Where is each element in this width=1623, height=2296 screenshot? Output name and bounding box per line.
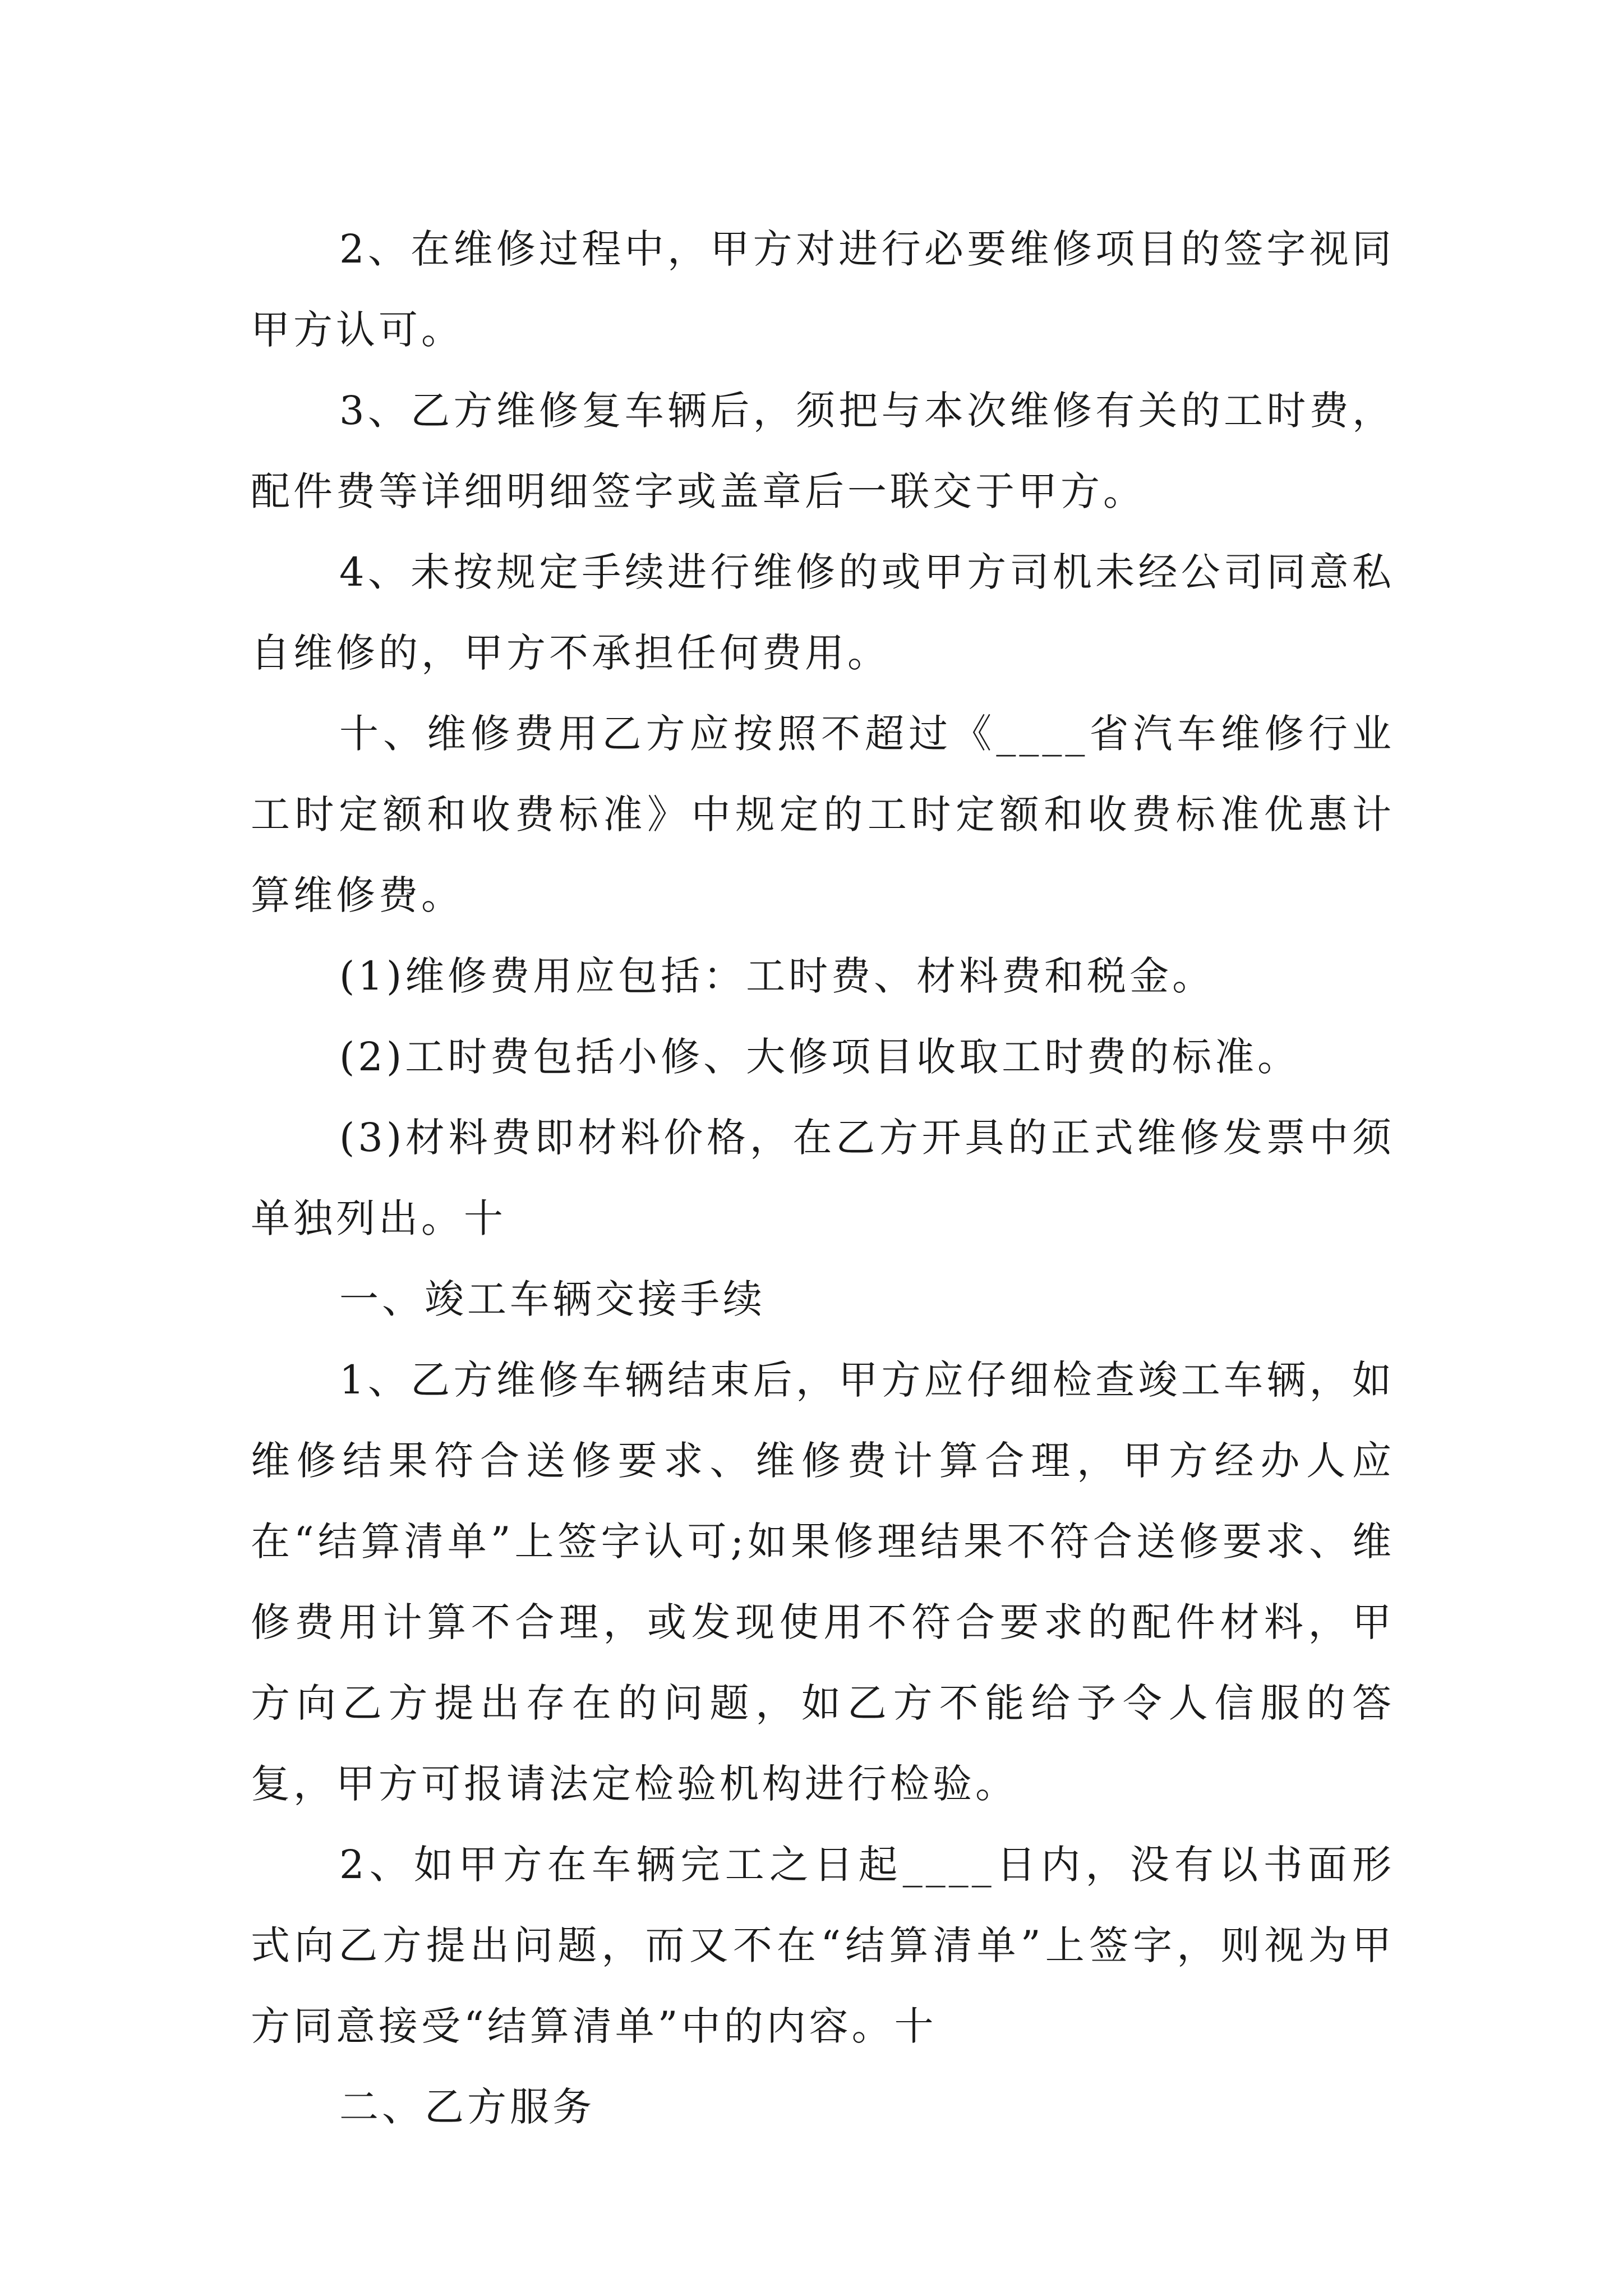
document-body [251,209,1395,2147]
paragraph-item-1: (1)维修费用应包括：工时费、材料费和税金。 [339,953,1215,999]
section-heading-service: 二、乙方服务 [339,2084,595,2130]
paragraph-handover-1: 1、乙方维修车辆结束后，甲方应仔细检查竣工车辆，如维修结果符合送修要求、维修费计算合理，甲方经办人应在“结算清单”上签字认可;如果修理结果不符合送修要求、维修费用计算不合理，或发现使用不符合要求的配件材料，甲方向乙方提出存在的问题，如乙方不能给予令人信服的答复，甲方可报请法定检验机构进行检验。 [251,1357,1395,1807]
paragraph-handover-2: 2、如甲方在车辆完工之日起____日内，没有以书面形式向乙方提出问题，而又不在“结算清单”上签字，则视为甲方同意接受“结算清单”中的内容。十 [251,1842,1395,2049]
paragraph-clause-4: 4、未按规定手续进行维修的或甲方司机未经公司同意私自维修的，甲方不承担任何费用。 [251,549,1395,676]
paragraph-item-2: (2)工时费包括小修、大修项目收取工时费的标准。 [339,1034,1301,1080]
paragraph-section-10: 十、维修费用乙方应按照不超过《____省汽车维修行业工时定额和收费标准》中规定的工时定额和收费标准优惠计算维修费。 [251,711,1395,918]
paragraph-item-3: (3)材料费即材料价格，在乙方开具的正式维修发票中须单独列出。十 [251,1115,1395,1241]
paragraph-clause-3: 3、乙方维修复车辆后，须把与本次维修有关的工时费，配件费等详细明细签字或盖章后一联交于甲方。 [251,388,1395,514]
section-heading-handover: 一、竣工车辆交接手续 [339,1276,766,1322]
paragraph-clause-2: 2、在维修过程中，甲方对进行必要维修项目的签字视同甲方认可。 [251,226,1395,353]
